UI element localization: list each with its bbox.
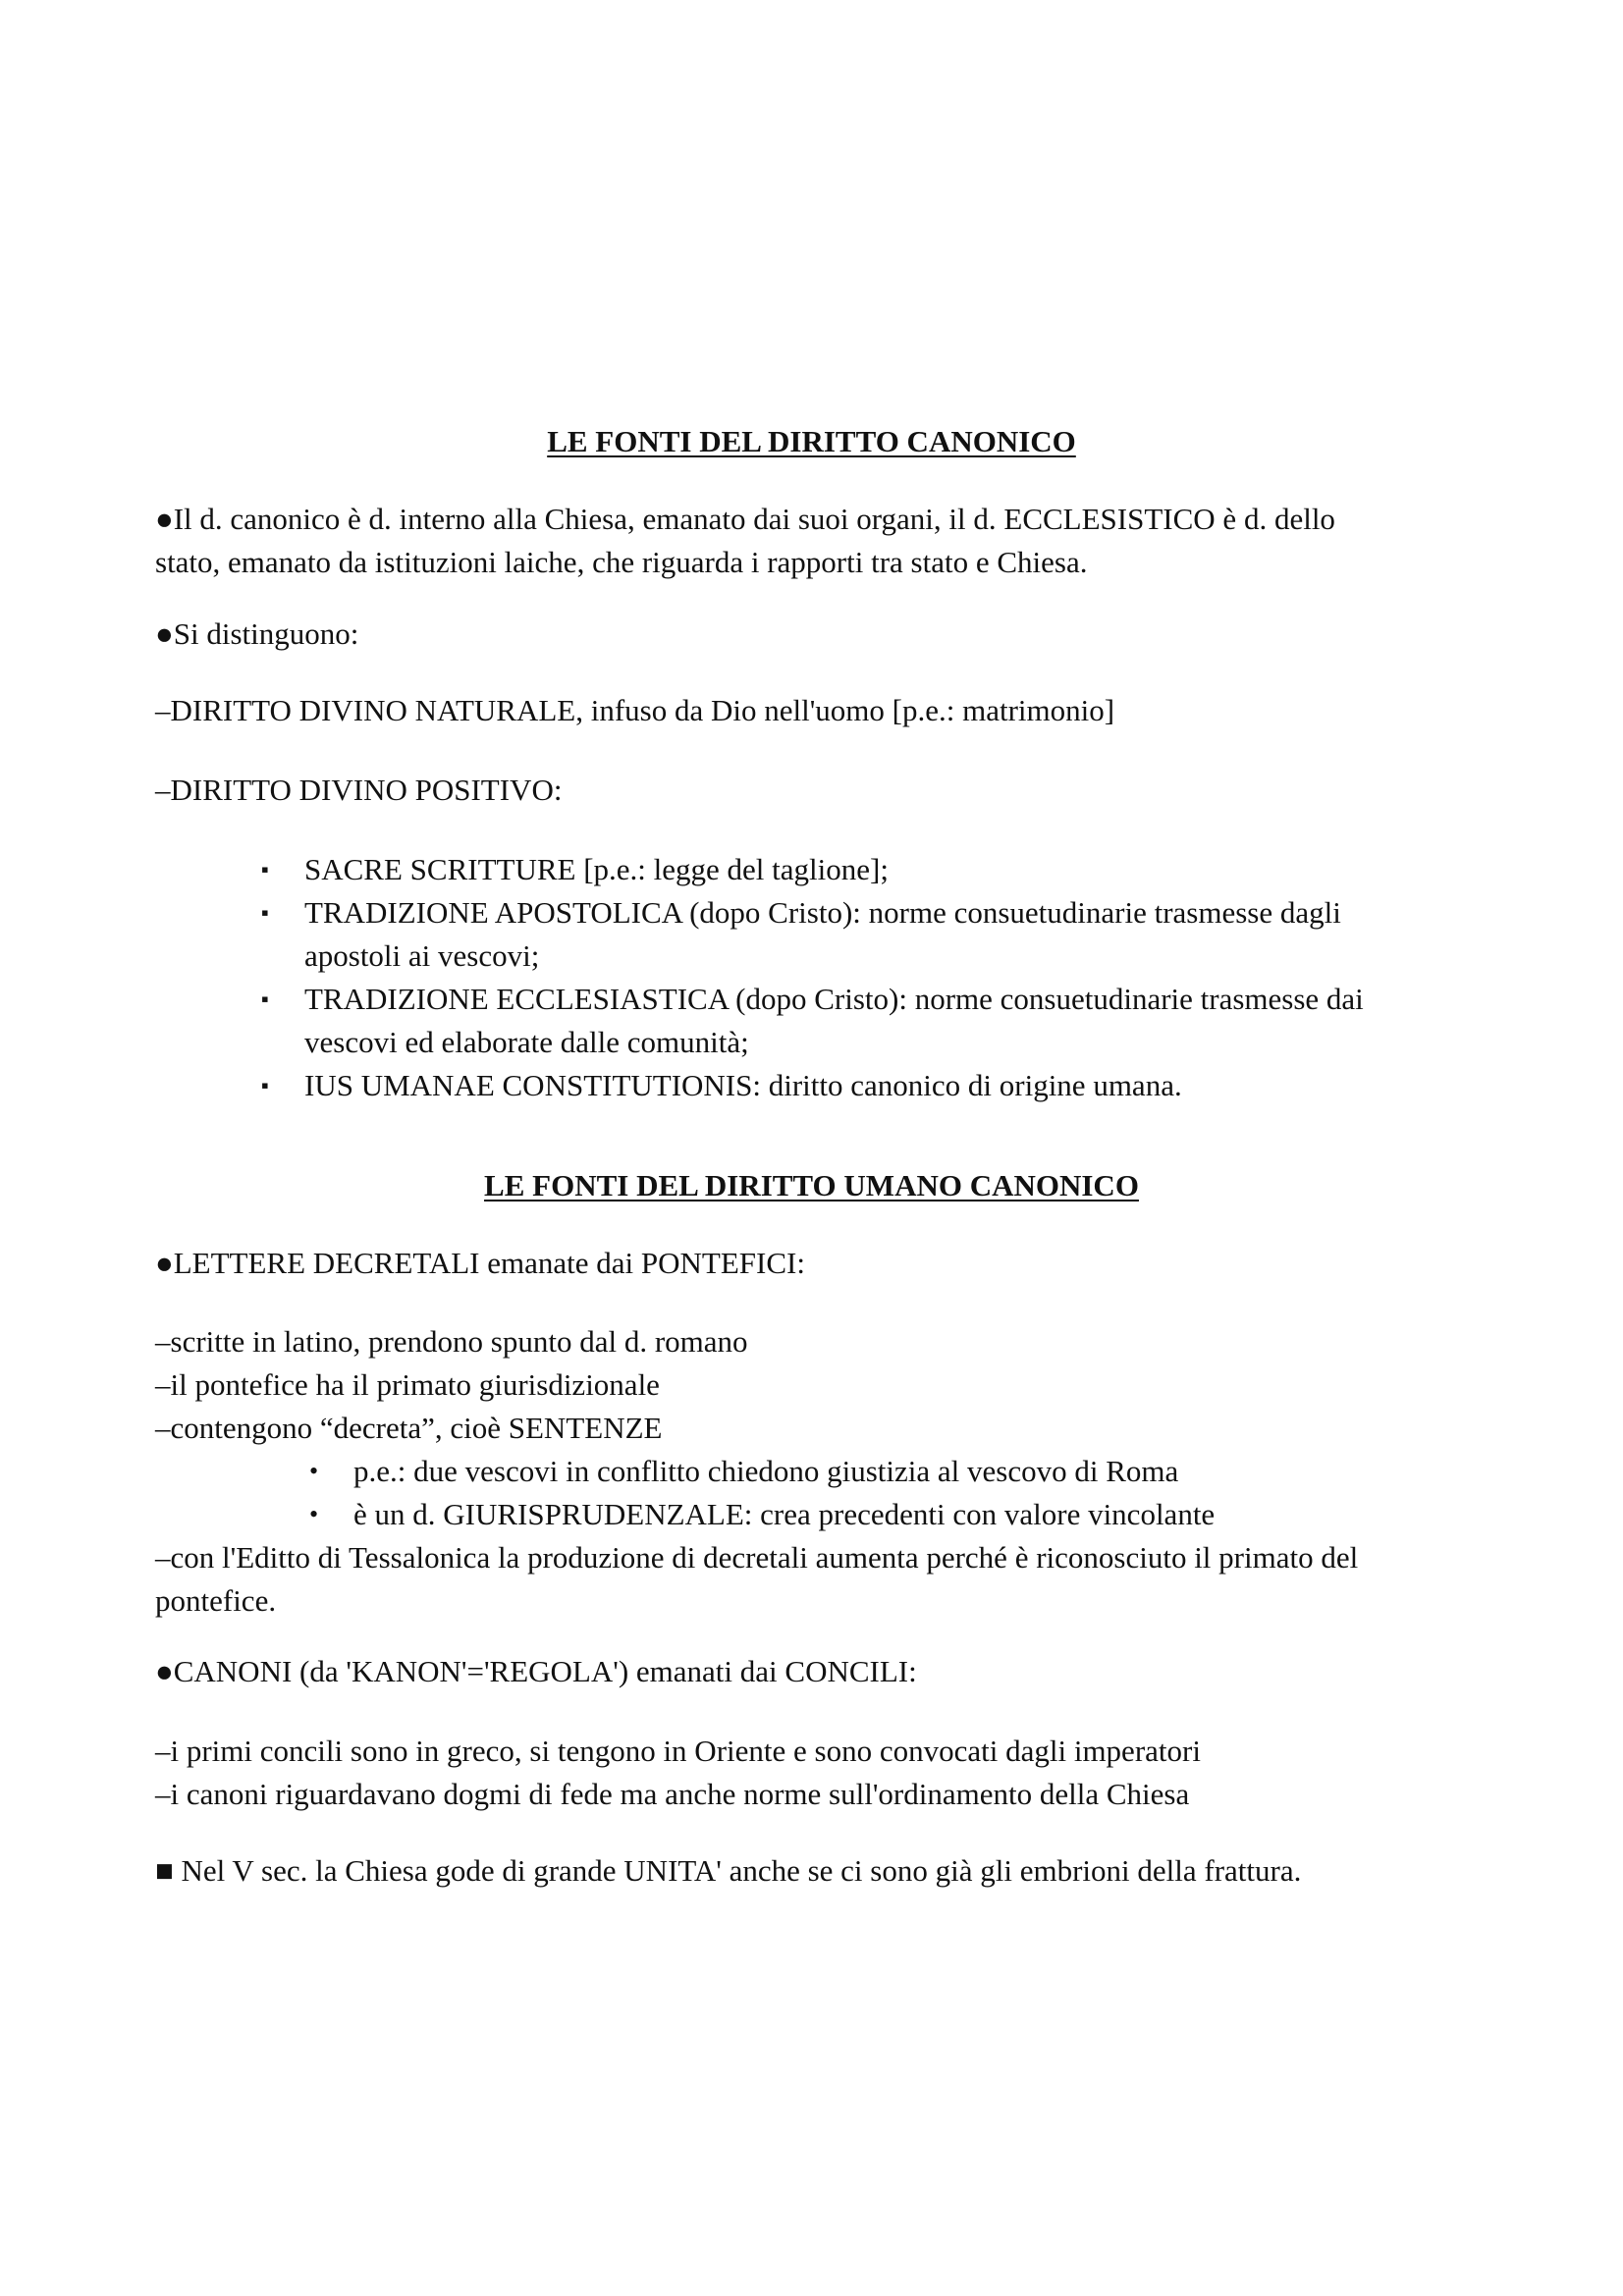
bullet-icon: • xyxy=(309,1500,319,1528)
square-bullet-icon: ▪ xyxy=(261,987,269,1011)
list-item xyxy=(261,848,1463,891)
canoni-heading-text: ●CANONI (da 'KANON'='REGOLA') emanati dai CONCILI: xyxy=(155,1654,917,1688)
square-bullet-icon: ▪ xyxy=(261,1073,269,1097)
distinguish-paragraph xyxy=(155,613,1471,656)
list-item xyxy=(309,1450,1453,1493)
editto-line: pontefice. xyxy=(155,1583,277,1618)
intro-paragraph xyxy=(155,498,1471,584)
decretali-bullet-list xyxy=(309,1450,1453,1536)
canoni-heading xyxy=(155,1650,1471,1693)
canoni-line: –i primi concili sono in greco, si tengono in Oriente e sono convocati dagli imperatori xyxy=(155,1734,1201,1768)
decretali-line: –scritte in latino, prendono spunto dal d. romano xyxy=(155,1324,748,1359)
decretali-heading xyxy=(155,1242,1471,1285)
list-item-text: vescovi ed elaborate dalle comunità; xyxy=(304,1025,749,1059)
list-item-text: TRADIZIONE APOSTOLICA (dopo Cristo): norme consuetudinarie trasmesse dagli xyxy=(304,895,1341,930)
list-item xyxy=(309,1493,1453,1536)
decretali-line: –contengono “decreta”, cioè SENTENZE xyxy=(155,1411,663,1445)
list-item xyxy=(261,978,1463,1064)
distinguish-text: ●Si distinguono: xyxy=(155,616,359,651)
decretali-lines xyxy=(155,1320,1471,1450)
canoni-lines xyxy=(155,1730,1471,1816)
divino-positivo-text: –DIRITTO DIVINO POSITIVO: xyxy=(155,773,563,807)
editto-line: –con l'Editto di Tessalonica la produzione di decretali aumenta perché è riconosciuto il primato del xyxy=(155,1540,1359,1575)
list-item-text: p.e.: due vescovi in conflitto chiedono giustizia al vescovo di Roma xyxy=(353,1454,1179,1488)
list-item xyxy=(261,891,1463,978)
decretali-heading-text: ●LETTERE DECRETALI emanate dai PONTEFICI: xyxy=(155,1246,805,1280)
page-title: LE FONTI DEL DIRITTO CANONICO xyxy=(547,424,1076,458)
intro-line: ●Il d. canonico è d. interno alla Chiesa, emanato dai suoi organi, il d. ECCLESISTICO è d. dello xyxy=(155,502,1335,536)
square-bullet-icon: ▪ xyxy=(261,900,269,925)
intro-line: stato, emanato da istituzioni laiche, che riguarda i rapporti tra stato e Chiesa. xyxy=(155,545,1088,579)
list-item-text: SACRE SCRITTURE [p.e.: legge del taglione]; xyxy=(304,852,889,886)
square-bullet-icon: ▪ xyxy=(261,857,269,881)
canoni-line: –i canoni riguardavano dogmi di fede ma anche norme sull'ordinamento della Chiesa xyxy=(155,1777,1190,1811)
positivo-list xyxy=(261,848,1463,1107)
list-item-text: è un d. GIURISPRUDENZALE: crea precedenti con valore vincolante xyxy=(353,1497,1216,1531)
section-title: LE FONTI DEL DIRITTO UMANO CANONICO xyxy=(484,1168,1139,1202)
list-item xyxy=(261,1064,1463,1107)
list-item-text: IUS UMANAE CONSTITUTIONIS: diritto canonico di origine umana. xyxy=(304,1068,1182,1102)
decretali-line: –il pontefice ha il primato giurisdizionale xyxy=(155,1367,660,1402)
list-item-text: apostoli ai vescovi; xyxy=(304,938,540,973)
divino-naturale-text: –DIRITTO DIVINO NATURALE, infuso da Dio nell'uomo [p.e.: matrimonio] xyxy=(155,693,1115,727)
divino-naturale-paragraph xyxy=(155,689,1471,732)
bullet-icon: • xyxy=(309,1457,319,1485)
final-note xyxy=(155,1849,1471,1893)
editto-paragraph xyxy=(155,1536,1471,1623)
divino-positivo-paragraph xyxy=(155,769,1471,812)
final-note-text: ■ Nel V sec. la Chiesa gode di grande UNITA' anche se ci sono già gli embrioni della frattura. xyxy=(155,1853,1302,1888)
list-item-text: TRADIZIONE ECCLESIASTICA (dopo Cristo): norme consuetudinarie trasmesse dai xyxy=(304,982,1364,1016)
